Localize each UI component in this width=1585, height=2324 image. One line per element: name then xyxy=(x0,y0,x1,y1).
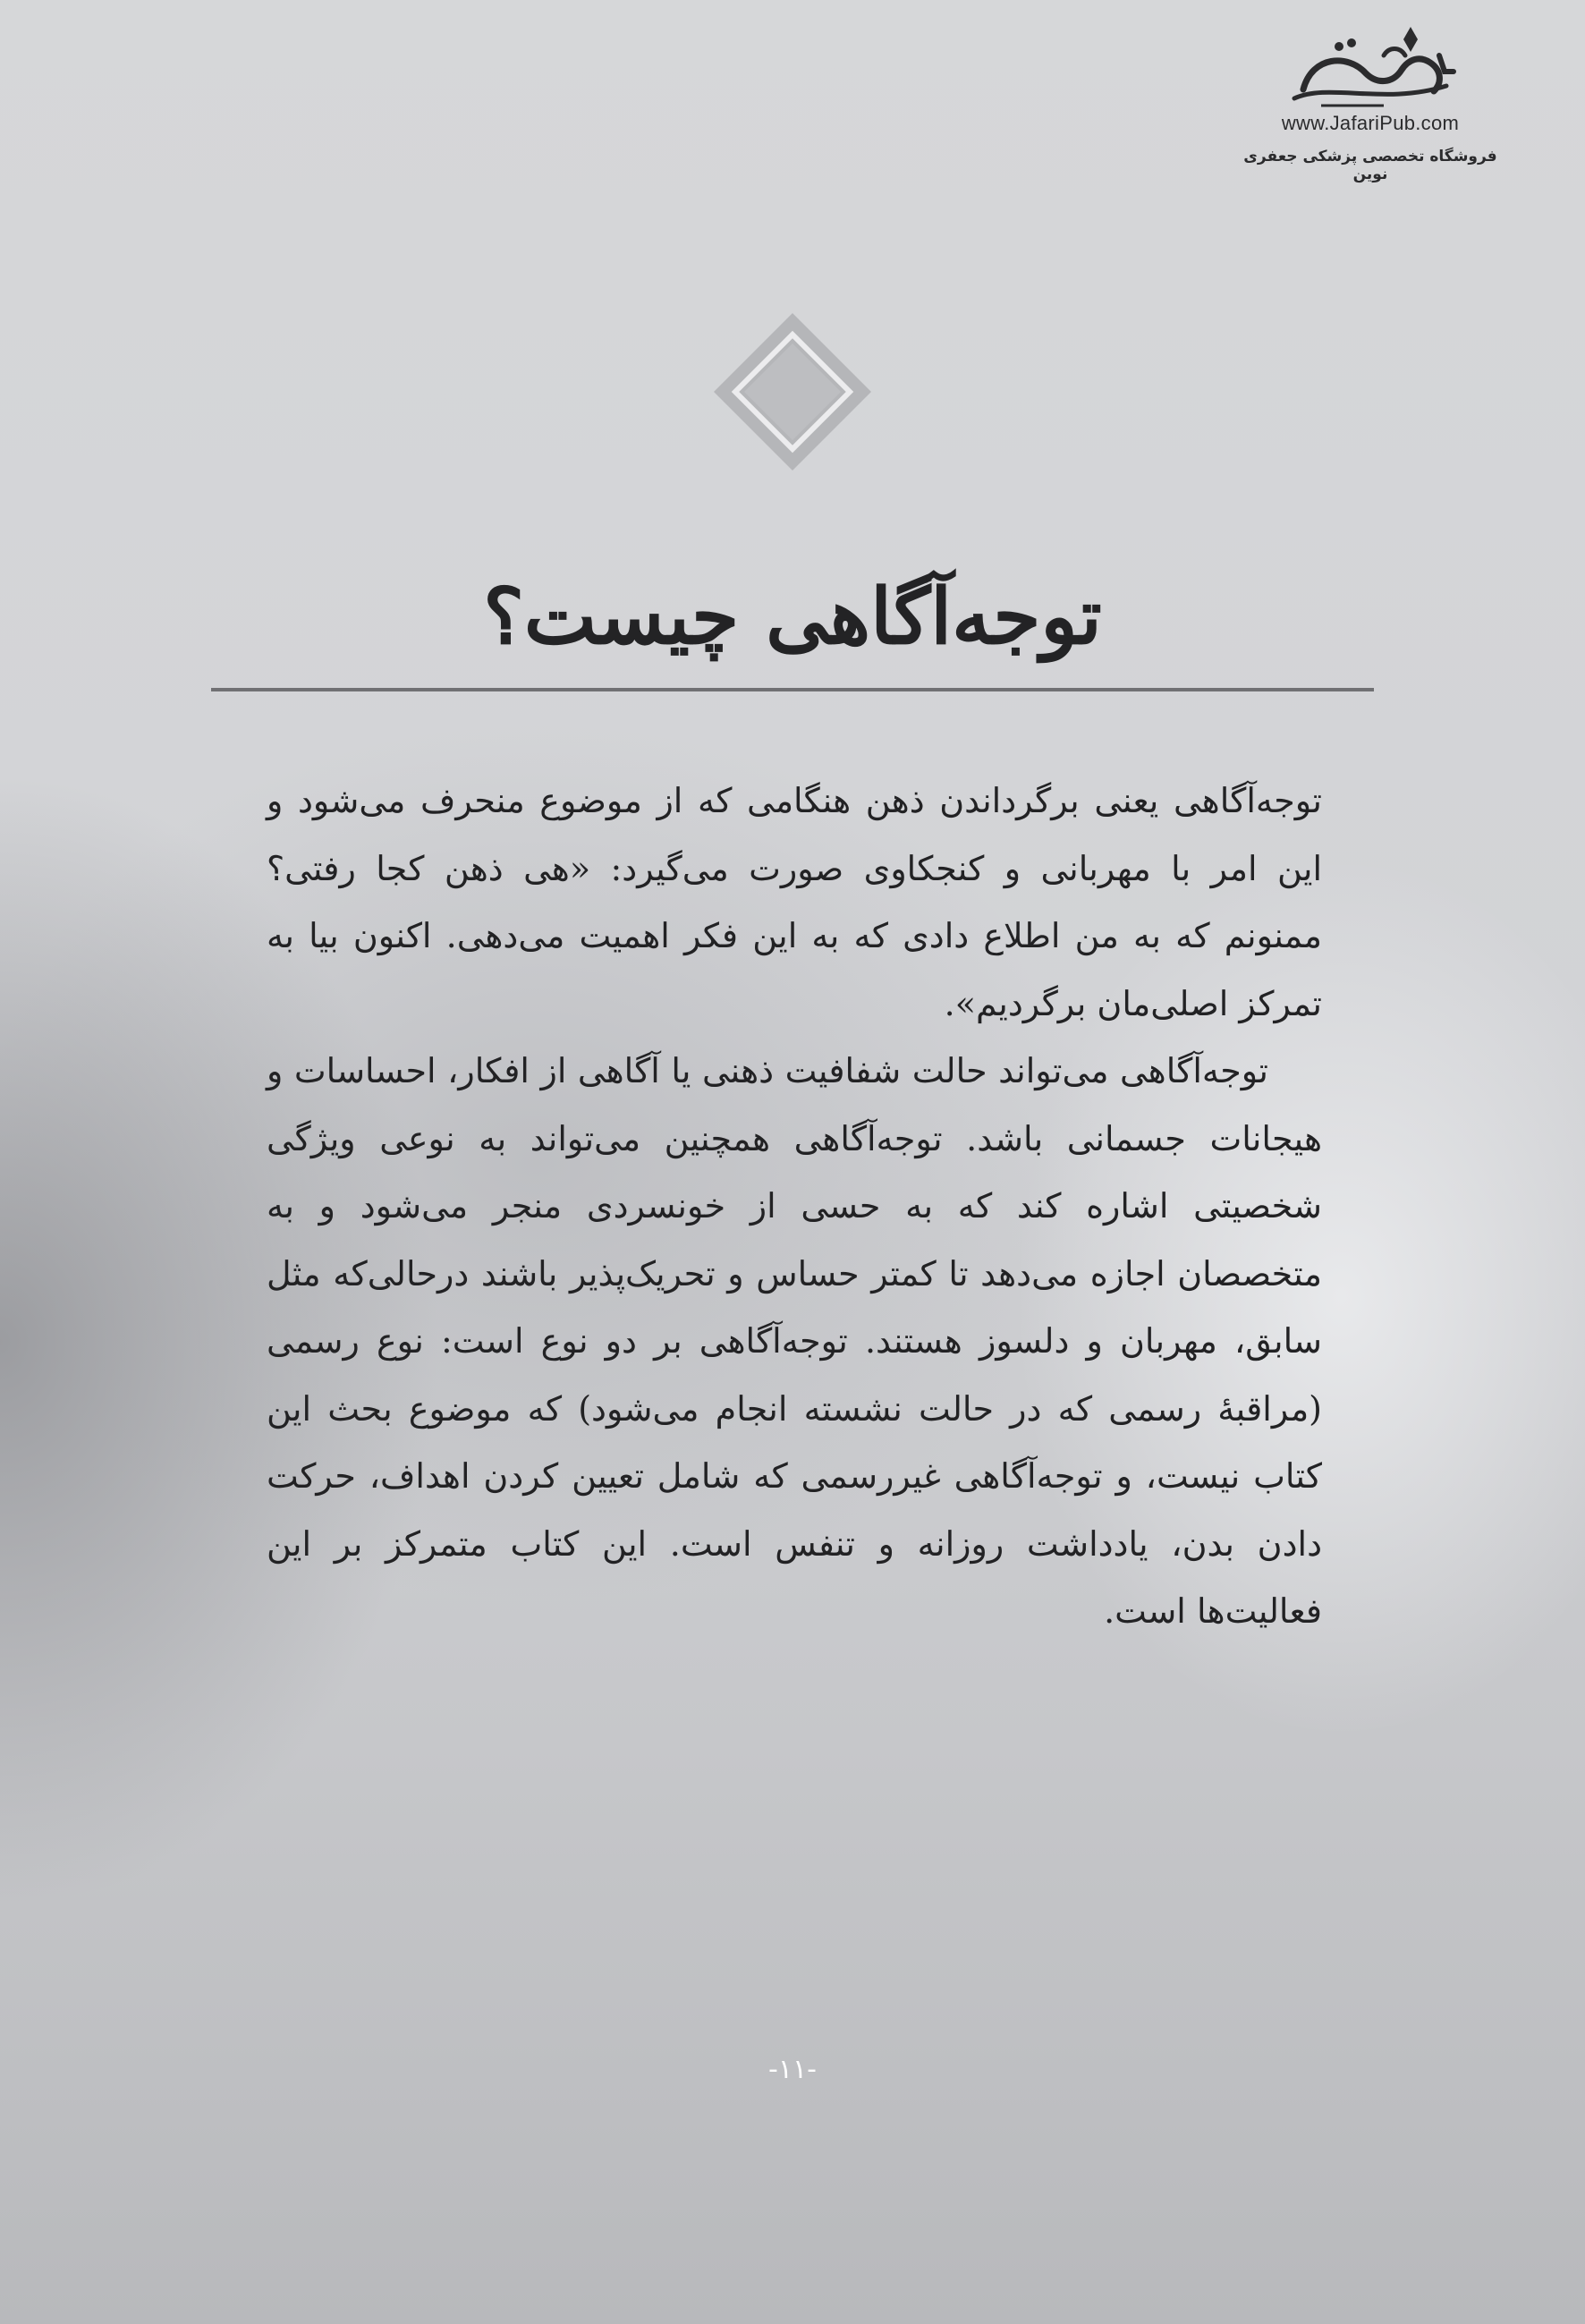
diamond-ornament-icon xyxy=(712,311,873,472)
publisher-logo-icon xyxy=(1276,20,1464,114)
title-divider xyxy=(211,688,1374,691)
body-text xyxy=(267,768,1322,1646)
publisher-caption: فروشگاه تخصصی پزشکی جعفری نوین xyxy=(1243,148,1497,183)
publisher-logo[interactable] xyxy=(1236,20,1504,181)
publisher-url[interactable]: www.JafariPub.com xyxy=(1281,112,1460,134)
paragraph-2: توجه‌آگاهی می‌تواند حالت شفافیت ذهنی یا آگاهی از افکار، احساسات و هیجانات جسمانی باشد. توجه‌آگاهی همچنین می‌تواند به نوعی ویژگی شخصیتی اشاره کند که به حسی از خونسردی منجر می‌شود و به متخصصان اجازه می‌دهد تا کمتر حساس و تحریک‌پذیر باشند درحالی‌که مثل سابق، مهربان و دلسوز هستند. توجه‌آگاهی بر دو نوع است: نوع رسمی (مراقبهٔ رسمی که در حالت نشسته انجام می‌شود) که موضوع بحث این کتاب نیست، و توجه‌آگاهی غیررسمی که شامل تعیین کردن اهداف، حرکت دادن بدن، یادداشت روزانه و تنفس است. این کتاب متمرکز بر این فعالیت‌ها است. xyxy=(267,1051,1323,1631)
paragraph-1: توجه‌آگاهی یعنی برگرداندن ذهن هنگامی که از موضوع منحرف می‌شود و این امر با مهربانی و کنجکاوی صورت می‌گیرد: «هی ذهن کجا رفتی؟ ممنونم که به من اطلاع دادی که به این فکر اهمیت می‌دهی. اکنون بیا به تمرکز اصلی‌مان برگردیم». xyxy=(267,781,1322,1023)
page-number: -۱۱- xyxy=(768,2054,817,2085)
page-title: توجه‌آگاهی چیست؟ xyxy=(483,572,1102,662)
